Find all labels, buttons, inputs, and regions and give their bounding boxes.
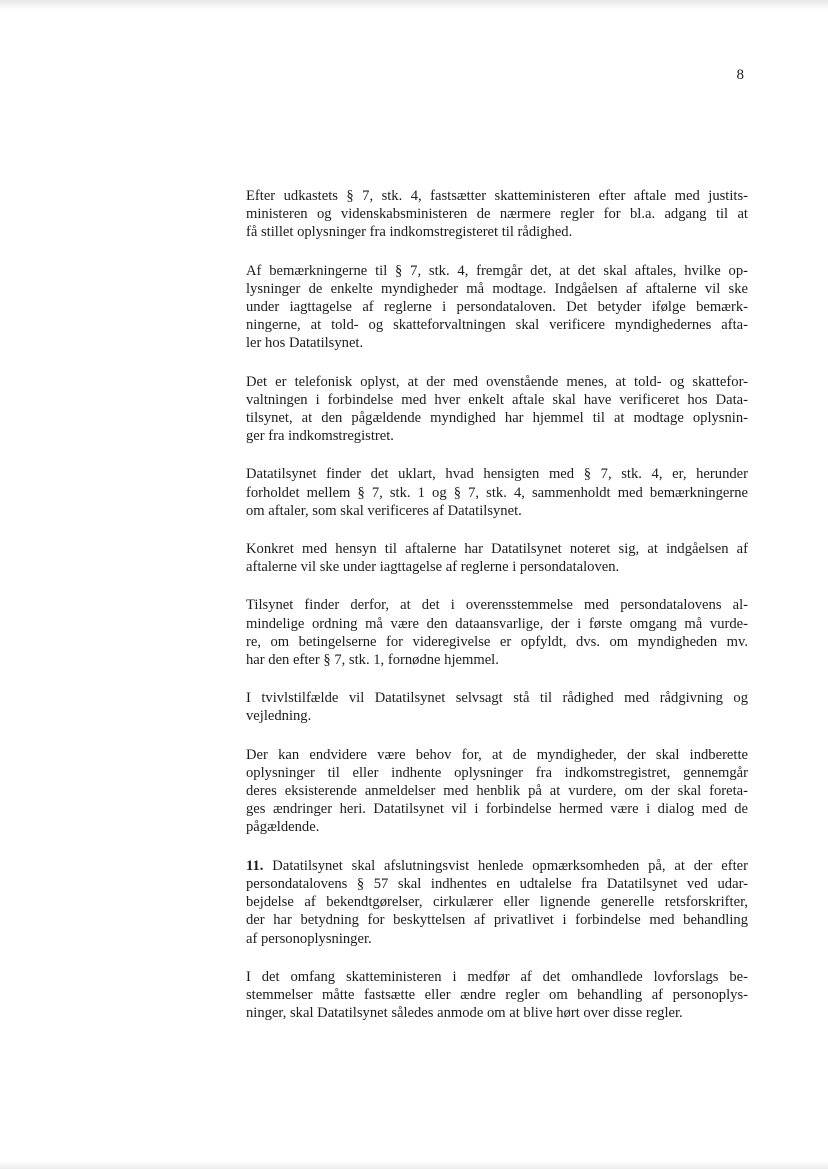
text-line: I det omfang skatteministeren i medfør af det omhandlede lovforslags be- <box>246 968 748 985</box>
text-line: pågældende. <box>246 819 320 836</box>
paragraph-section-11 <box>246 857 748 948</box>
page-number: 8 <box>736 67 744 83</box>
text-line: ler hos Datatilsynet. <box>246 335 364 352</box>
text-line: der har betydning for beskyttelsen af privatlivet i forbindelse med behandling <box>246 912 748 929</box>
text-line: ger fra indkomstregistret. <box>246 428 394 445</box>
document-body <box>246 187 748 1042</box>
text-line: Det er telefonisk oplyst, at der med ovenstående menes, at told- og skattefor- <box>246 373 748 390</box>
text-line: aftalerne vil ske under iagttagelse af reglerne i persondataloven. <box>246 559 620 576</box>
text-line: deres eksisterende anmeldelser med henblik på at vurdere, om der skal foreta- <box>246 783 748 800</box>
text-line: om aftaler, som skal verificeres af Datatilsynet. <box>246 502 522 519</box>
text-line: Tilsynet finder derfor, at det i overensstemmelse med persondatalovens al- <box>246 597 748 614</box>
text-line: bejdelse af bekendtgørelser, cirkulærer eller lignende generelle retsforskrifter, <box>246 894 748 911</box>
text-line <box>246 857 748 875</box>
paragraph-data-controller <box>246 596 748 669</box>
text-line: få stillet oplysninger fra indkomstregisteret til rådighed. <box>246 224 573 241</box>
paragraph-review-notifications <box>246 746 748 837</box>
text-line: tilsynet, at den pågældende myndighed har hjemmel til at modtage oplysnin- <box>246 410 748 427</box>
text-line: oplysninger til eller indhente oplysninger fra indkomstregistret, gennemgår <box>246 764 748 781</box>
text-line: forholdet mellem § 7, stk. 1 og § 7, stk. 4, sammenholdt med bemærkningerne <box>246 484 748 501</box>
paragraph-unclear-purpose <box>246 465 748 520</box>
text-line: persondatalovens § 57 skal indhentes en udtalelse fra Datatilsynet ved udar- <box>246 875 748 892</box>
paragraph-hearing-request <box>246 968 748 1023</box>
text-line: ninger, skal Datatilsynet således anmode om at blive hørt over disse regler. <box>246 1005 683 1022</box>
text-line: ges ændringer heri. Datatilsynet vil i forbindelse hermed være i dialog med de <box>246 801 748 818</box>
paragraph-regulation-access <box>246 187 748 242</box>
text-line: Af bemærkningerne til § 7, stk. 4, fremgår det, at det skal aftales, hvilke op- <box>246 262 748 279</box>
text-line: I tvivlstilfælde vil Datatilsynet selvsagt stå til rådighed med rådgivning og <box>246 690 748 707</box>
paragraph-concrete-agreements <box>246 540 748 576</box>
text-line: vejledning. <box>246 708 312 725</box>
text-line: har den efter § 7, stk. 1, fornødne hjemmel. <box>246 652 499 669</box>
scan-top-edge <box>0 0 828 10</box>
text-line: Konkret med hensyn til aftalerne har Datatilsynet noteret sig, at indgåelsen af <box>246 541 748 558</box>
text-line: valtningen i forbindelse med hver enkelt aftale skal have verificeret hos Data- <box>246 391 748 408</box>
text-line: af personoplysninger. <box>246 930 372 947</box>
text-line: re, om betingelserne for videregivelse er opfyldt, dvs. om myndigheden mv. <box>246 633 748 650</box>
section-number: 11. <box>246 857 264 874</box>
text-line-content: Datatilsynet skal afslutningsvist henlede opmærksomheden på, at der efter <box>272 857 748 874</box>
text-line: under iagttagelse af reglerne i persondataloven. Det betyder ifølge bemærk- <box>246 299 748 316</box>
text-line: mindelige ordning må være den dataansvarlige, der i første omgang må vurde- <box>246 615 748 632</box>
text-line: ningerne, at told- og skatteforvaltningen skal verificere myndighedernes afta- <box>246 317 748 334</box>
text-line: ministeren og videnskabsministeren de nærmere regler for bl.a. adgang til at <box>246 206 748 223</box>
text-line: Datatilsynet finder det uklart, hvad hensigten med § 7, stk. 4, er, herunder <box>246 466 748 483</box>
text-line: lysninger de enkelte myndigheder må modtage. Indgåelsen af aftalerne vil ske <box>246 280 748 297</box>
text-line: Efter udkastets § 7, stk. 4, fastsætter skatteministeren efter aftale med justits- <box>246 188 748 204</box>
text-line: stemmelser måtte fastsætte eller ændre regler om behandling af personoplys- <box>246 986 748 1003</box>
paragraph-remarks-agreements <box>246 262 748 353</box>
scan-bottom-edge <box>0 1161 828 1169</box>
paragraph-telephone-information <box>246 373 748 446</box>
text-line: Der kan endvidere være behov for, at de myndigheder, der skal indberette <box>246 746 748 763</box>
paragraph-guidance <box>246 689 748 725</box>
